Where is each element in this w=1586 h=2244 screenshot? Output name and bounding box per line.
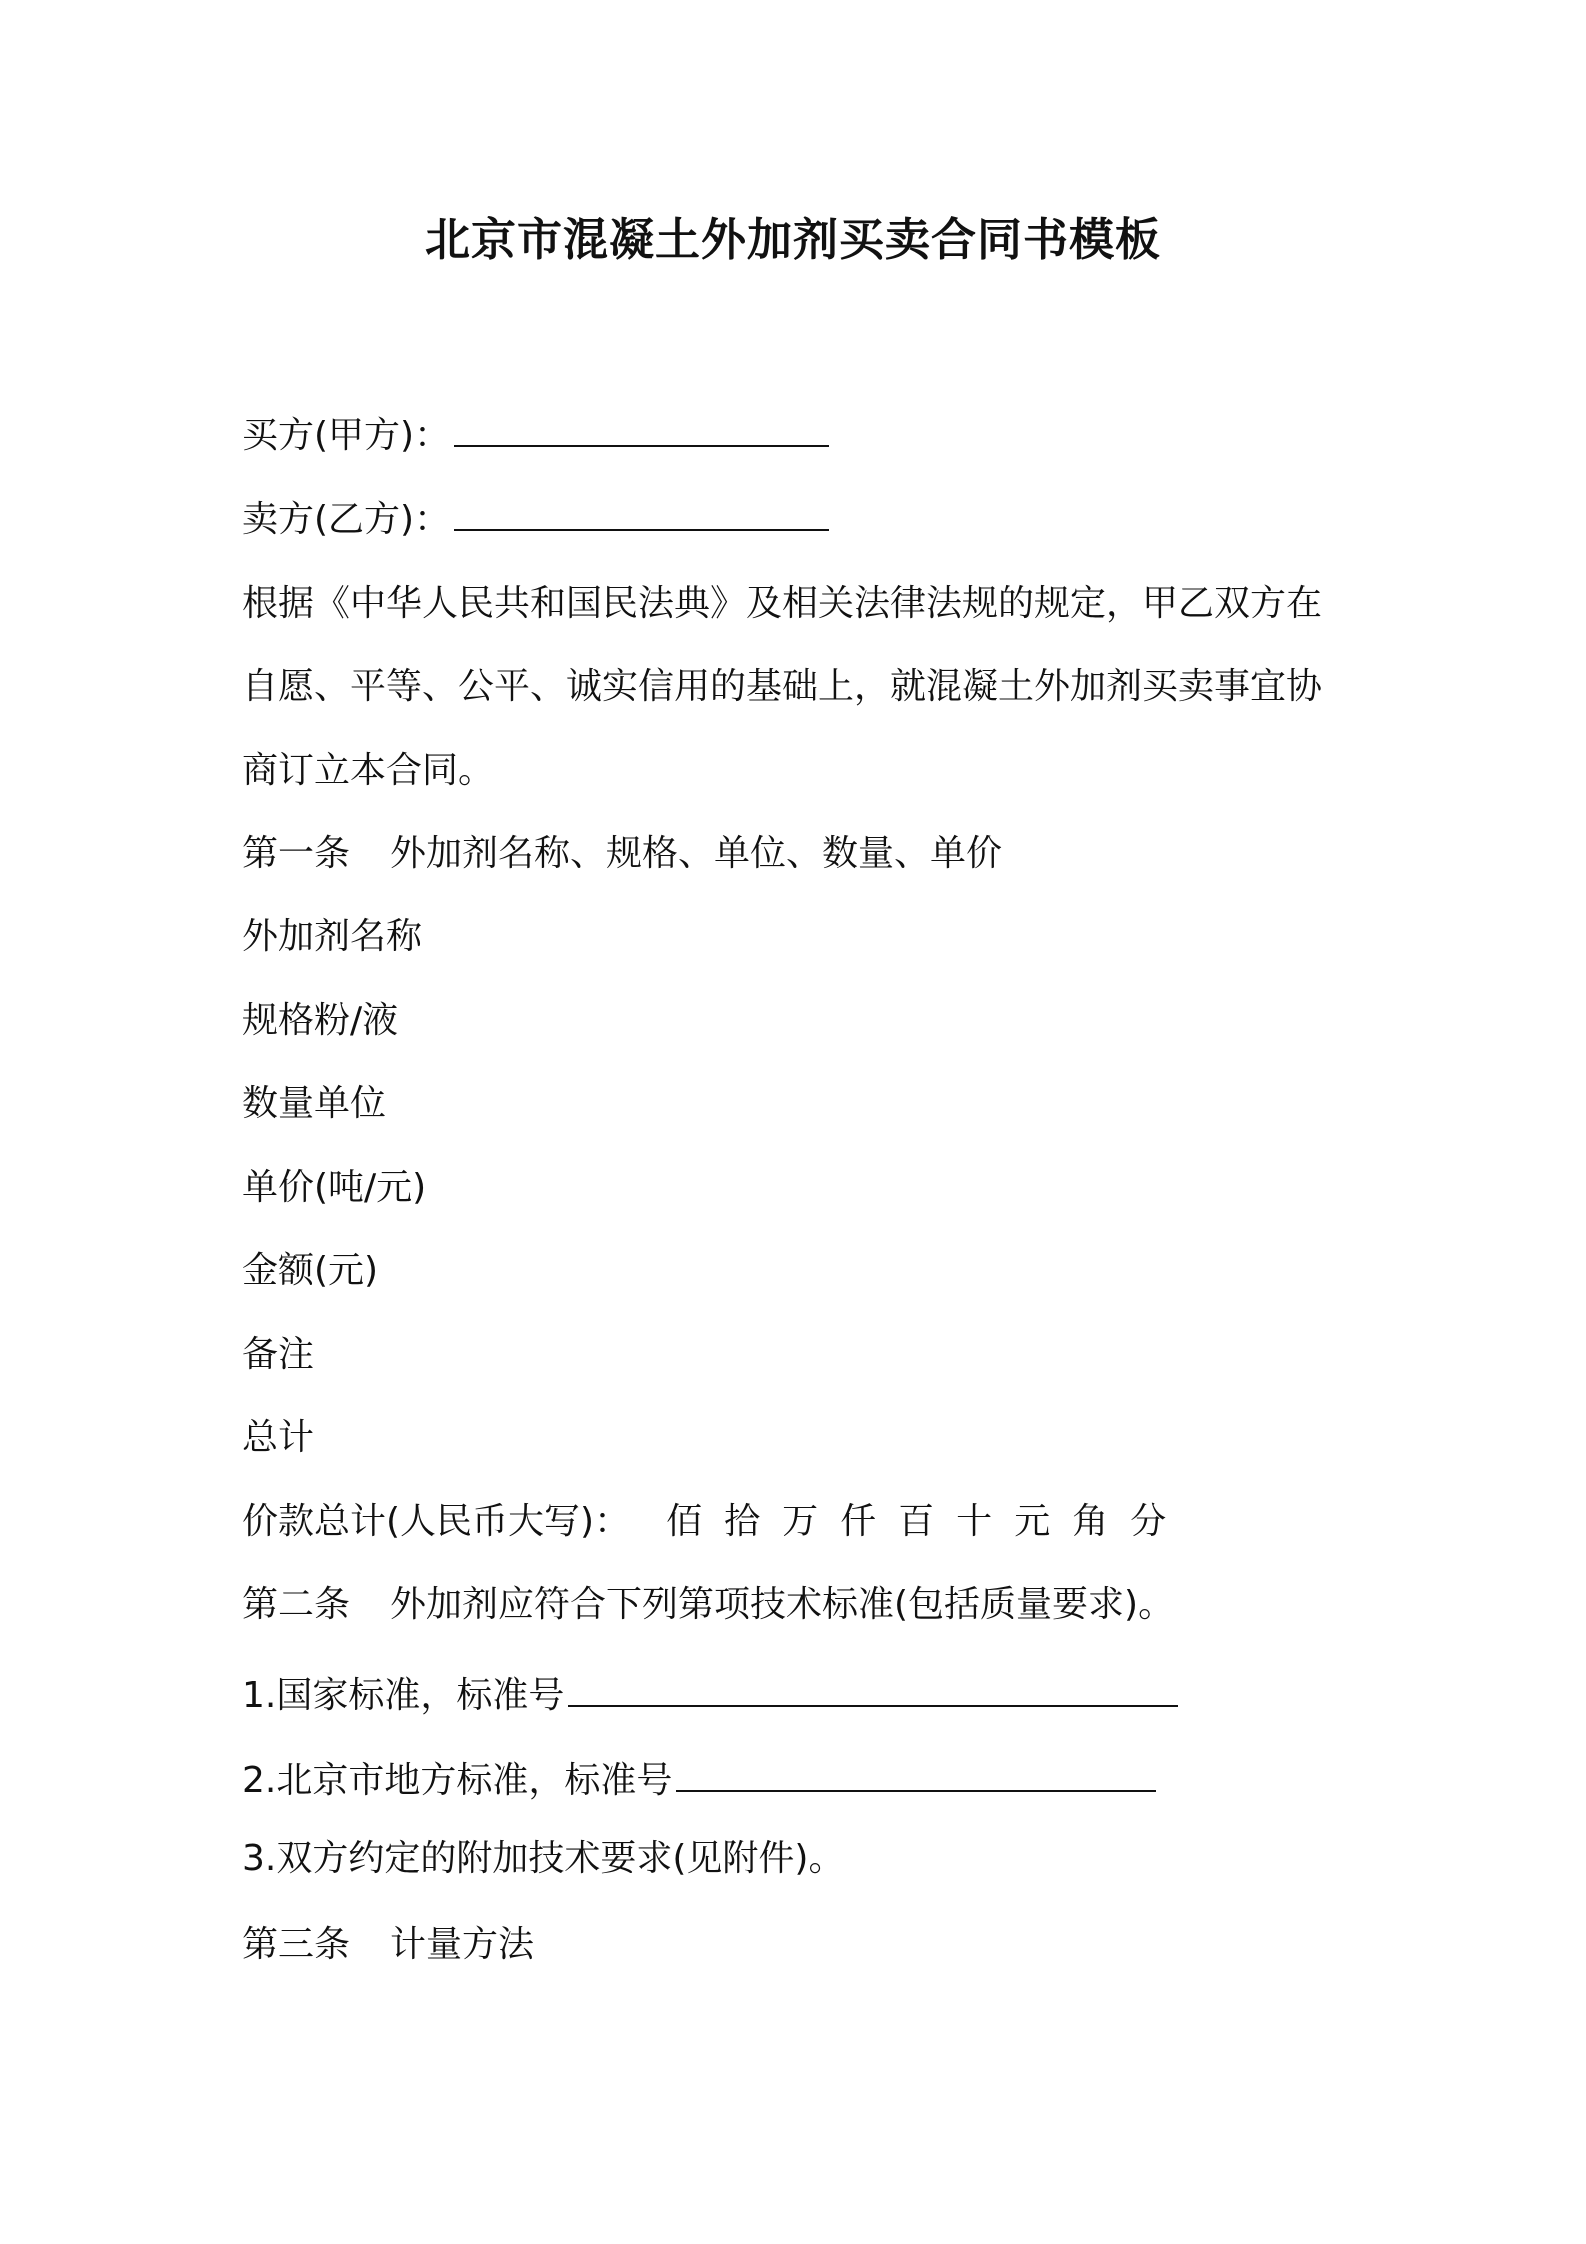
standard-local-blank: [676, 1760, 1156, 1792]
unit-jiao: 角: [1072, 1501, 1109, 1542]
seller-blank: [454, 499, 829, 531]
article-1-title: 外加剂名称、规格、单位、数量、单价: [390, 833, 1003, 874]
total-amount-line: [242, 1498, 1188, 1546]
field-total: 总计: [242, 1417, 315, 1458]
unit-shi: 拾: [724, 1501, 761, 1542]
seller-line: [242, 496, 829, 544]
unit-bai-2: 百: [898, 1501, 935, 1542]
buyer-blank: [454, 415, 829, 447]
standard-national: 1.国家标准，标准号: [242, 1675, 565, 1716]
unit-bai: 佰: [666, 1501, 703, 1542]
article-2-title: 外加剂应符合下列第项技术标准(包括质量要求)。: [390, 1584, 1175, 1625]
total-amount-label: 价款总计(人民币大写)：: [242, 1501, 631, 1542]
buyer-label: 买方(甲方)：: [242, 415, 451, 456]
field-quantity-unit: 数量单位: [242, 1083, 387, 1124]
article-3-title: 计量方法: [390, 1924, 535, 1965]
article-3-heading: [242, 1921, 534, 1969]
unit-qian: 仟: [840, 1501, 877, 1542]
standard-local-line: [242, 1757, 1156, 1805]
intro-line-2: 自愿、平等、公平、诚实信用的基础上，就混凝土外加剂买卖事宜协: [242, 666, 1323, 707]
field-amount: 金额(元): [242, 1250, 379, 1291]
intro-line-3: 商订立本合同。: [242, 750, 495, 791]
buyer-line: [242, 412, 829, 460]
standard-national-line: [242, 1672, 1178, 1720]
article-2-heading: [242, 1581, 1174, 1629]
unit-fen: 分: [1130, 1501, 1167, 1542]
field-remarks: 备注: [242, 1334, 315, 1375]
field-unit-price: 单价(吨/元): [242, 1167, 427, 1208]
article-3-number: 第三条: [242, 1924, 351, 1965]
document-title: 北京市混凝土外加剂买卖合同书模板: [424, 213, 1161, 266]
article-2-number: 第二条: [242, 1584, 351, 1625]
article-1-number: 第一条: [242, 833, 351, 874]
unit-shi-2: 十: [956, 1501, 993, 1542]
standard-additional: 3.双方约定的附加技术要求(见附件)。: [242, 1838, 845, 1879]
field-name: 外加剂名称: [242, 916, 423, 957]
article-1-heading: [242, 830, 1002, 878]
standard-national-blank: [568, 1675, 1178, 1707]
unit-yuan: 元: [1014, 1501, 1051, 1542]
standard-local: 2.北京市地方标准，标准号: [242, 1760, 673, 1801]
unit-wan: 万: [782, 1501, 819, 1542]
seller-label: 卖方(乙方)：: [242, 499, 451, 540]
intro-line-1: 根据《中华人民共和国民法典》及相关法律法规的规定，甲乙双方在: [242, 583, 1323, 624]
field-spec: 规格粉/液: [242, 1000, 399, 1041]
